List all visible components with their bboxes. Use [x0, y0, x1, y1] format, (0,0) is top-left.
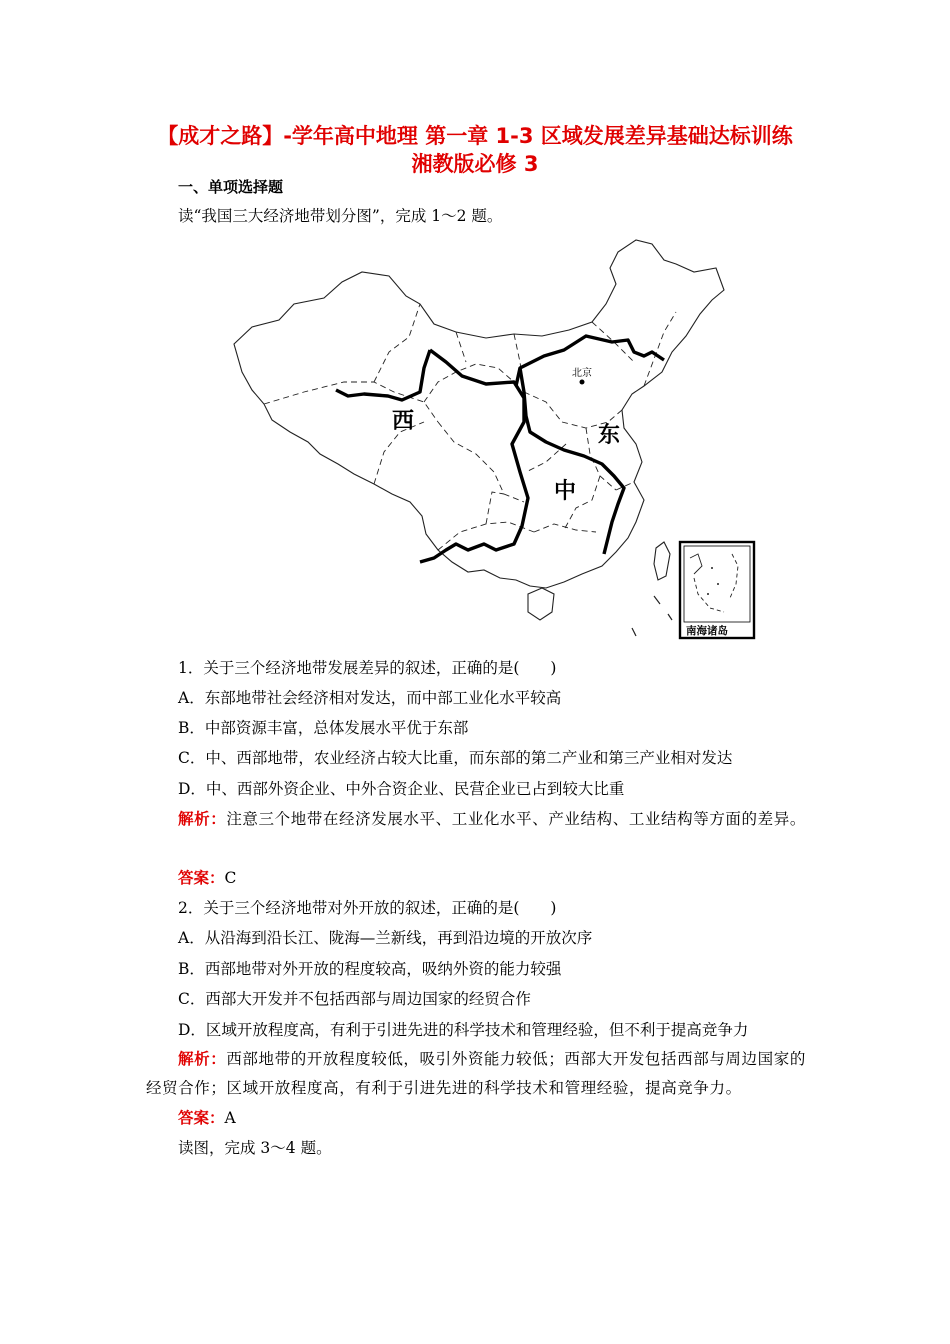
question-1-stem: 1．关于三个经济地带发展差异的叙述，正确的是( ) [178, 659, 557, 677]
question-2-analysis [146, 1044, 808, 1103]
analysis-text: 注意三个地带在经济发展水平、工业化水平、产业结构、工业结构等方面的差异。 [226, 810, 806, 828]
question-1-answer [178, 866, 236, 888]
answer-value: A [224, 1109, 236, 1127]
question-1-option-a: A．东部地带社会经济相对发达，而中部工业化水平较高 [178, 689, 562, 707]
question-1-option-d: D．中、西部外资企业、中外合资企业、民营企业已占到较大比重 [178, 780, 625, 798]
analysis-label: 解析： [178, 1049, 227, 1068]
question-2-answer [178, 1106, 236, 1128]
question-2-option-c: C．西部大开发并不包括西部与周边国家的经贸合作 [178, 990, 531, 1008]
zone-boundary-north [336, 350, 430, 400]
map-label-middle: 中 [554, 478, 577, 504]
taiwan-island [654, 542, 670, 580]
question-2-option-b: B．西部地带对外开放的程度较高，吸纳外资的能力较强 [178, 960, 562, 978]
answer-label: 答案： [178, 1108, 225, 1127]
question-1-option-b: B．中部资源丰富，总体发展水平优于东部 [178, 719, 469, 737]
question-2-stem: 2．关于三个经济地带对外开放的叙述，正确的是( ) [178, 899, 557, 917]
beijing-marker [580, 380, 585, 385]
map-label-east: 东 [598, 422, 621, 448]
document-title-line-1: 【成才之路】-学年高中地理 第一章 1-3 区域发展差异基础达标训练 [157, 124, 793, 148]
question-1-option-c: C．中、西部地带，农业经济占较大比重，而东部的第二产业和第三产业相对发达 [178, 749, 733, 767]
answer-value: C [224, 869, 237, 887]
national-border [234, 240, 724, 588]
answer-label: 答案： [178, 868, 225, 887]
intro-text-2: 读图，完成 3～4 题。 [178, 1139, 332, 1157]
section-heading: 一、单项选择题 [178, 178, 284, 196]
intro-text-1: 读“我国三大经济地带划分图”，完成 1～2 题。 [178, 207, 503, 225]
analysis-label: 解析： [178, 809, 227, 828]
question-2-option-d: D．区域开放程度高，有利于引进先进的科学技术和管理经验，但不利于提高竞争力 [178, 1021, 749, 1039]
zone-boundary-west-middle [420, 350, 528, 562]
analysis-text: 西部地带的开放程度较低，吸引外资能力较低；西部大开发包括西部与周边国家的经贸合作；区域开放程度高，有利于引进先进的科学技术和管理经验，提高竞争力。 [146, 1050, 806, 1097]
document-title-line-2: 湘教版必修 3 [411, 152, 539, 176]
hainan-island [528, 588, 554, 620]
south-china-sea-inset [680, 542, 754, 638]
question-1-analysis [146, 804, 808, 834]
map-label-west: 西 [392, 408, 415, 434]
map-label-beijing: 北京 [572, 368, 592, 379]
question-2-option-a: A．从沿海到沿长江、陇海—兰新线，再到沿边境的开放次序 [178, 929, 593, 947]
china-economic-zones-map [224, 232, 764, 644]
inset-label: 南海诸岛 [686, 625, 728, 637]
zone-boundary-east-middle [520, 368, 624, 554]
